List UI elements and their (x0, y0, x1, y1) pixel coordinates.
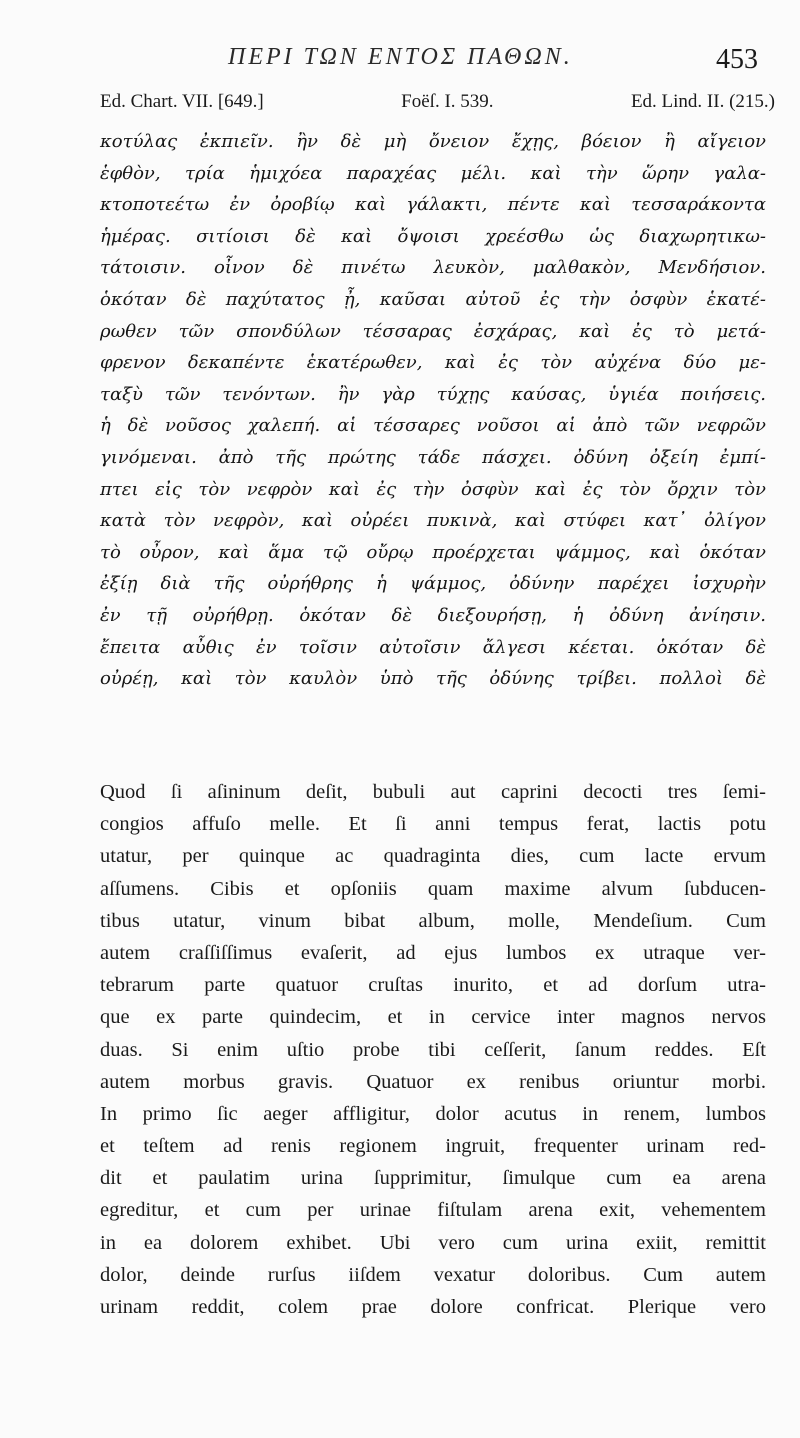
latin-line: In primo ſic aeger affligitur, dolor acutus in renem, lumbos (100, 1102, 766, 1125)
latin-line: tibus utatur, vinum bibat album, molle, Mendeſium. Cum (100, 909, 766, 932)
greek-text-block (100, 126, 766, 695)
greek-line: κατὰ τὸν νεφρὸν, καὶ οὐρέει πυκινὰ, καὶ στύφει κατ᾽ ὀλίγον (100, 510, 766, 532)
latin-line: et teſtem ad renis regionem ingruit, frequenter urinam red- (100, 1135, 766, 1158)
greek-line: πτει εἰς τὸν νεφρὸν καὶ ἐς τὴν ὀσφὺν καὶ ἐς τὸν ὄρχιν τὸν (100, 478, 766, 500)
latin-text-block (100, 776, 766, 1323)
latin-line: utatur, per quinque ac quadraginta dies, cum lacte ervum (100, 845, 766, 868)
edition-chart-ref: Ed. Chart. VII. [649.] (100, 91, 264, 112)
greek-line: ἡ δὲ νοῦσος χαλεπή. αἱ τέσσαρες νοῦσοι αἱ ἀπὸ τῶν νεφρῶν (100, 415, 766, 437)
greek-line: τάτοισιν. οἶνον δὲ πινέτω λευκὸν, μαλθακὸν, Μενδήσιον. (100, 257, 766, 279)
latin-line: in ea dolorem exhibet. Ubi vero cum urina exiit, remittit (100, 1231, 766, 1254)
edition-foes-ref: Foëſ. I. 539. (401, 91, 494, 112)
latin-line: congios affuſo melle. Et ſi anni tempus ferat, lactis potu (100, 813, 766, 836)
greek-line: ἔπειτα αὖθις ἐν τοῖσιν αὐτοῖσιν ἄλγεσι κέεται. ὁκόταν δὲ (100, 636, 766, 658)
edition-lind-ref: Ed. Lind. II. (215.) (630, 91, 775, 112)
latin-line: tebrarum parte quatuor cruſtas inurito, et ad dorſum utra- (100, 974, 766, 997)
greek-line: κοτύλας ἐκπιεῖν. ἢν δὲ μὴ ὄνειον ἔχῃς, βόειον ἢ αἴγειον (100, 131, 766, 152)
latin-line: autem morbus gravis. Quatuor ex renibus oriuntur morbi. (100, 1070, 766, 1093)
greek-line: ἑφθὸν, τρία ἡμιχόεα παραχέας μέλι. καὶ τὴν ὥρην γαλα- (100, 162, 766, 184)
latin-line: egreditur, et cum per urinae fiſtulam arena exit, vehementem (100, 1199, 766, 1222)
latin-line: urinam reddit, colem prae dolore confricat. Plerique vero (100, 1296, 766, 1318)
latin-line: aſſumens. Cibis et opſoniis quam maxime alvum ſubducen- (100, 877, 766, 900)
greek-line: ὁκόταν δὲ παχύτατος ᾖ, καῦσαι αὐτοῦ ἐς τὴν ὀσφὺν ἑκατέ- (100, 288, 766, 310)
greek-line: τὸ οὖρον, καὶ ἅμα τῷ οὔρῳ προέρχεται ψάμμος, καὶ ὁκόταν (100, 541, 766, 563)
latin-line: dit et paulatim urina ſupprimitur, ſimulque cum ea arena (100, 1167, 766, 1190)
running-head: ΠΕΡΙ ΤΩΝ ΕΝΤΟΣ ΠΑΘΩΝ. (228, 44, 573, 70)
latin-line: Quod ſi aſininum deſit, bubuli aut caprini decocti tres ſemi- (100, 781, 766, 803)
page-number: 453 (716, 44, 758, 75)
greek-line: ρωθεν τῶν σπονδύλων τέσσαρας ἐσχάρας, καὶ ἐς τὸ μετά- (100, 320, 766, 342)
greek-line: ἐν τῇ οὐρήθρῃ. ὁκόταν δὲ διεξουρήσῃ, ἡ ὀδύνη ἀνίησιν. (100, 604, 766, 626)
latin-line: duas. Si enim uſtio probe tibi ceſſerit, ſanum reddes. Eſt (100, 1038, 766, 1061)
greek-line: ἐξίῃ διὰ τῆς οὐρήθρης ἡ ψάμμος, ὀδύνην παρέχει ἰσχυρὴν (100, 573, 766, 595)
greek-line: φρενον δεκαπέντε ἑκατέρωθεν, καὶ ἐς τὸν αὐχένα δύο με- (100, 352, 766, 374)
latin-line: que ex parte quindecim, et in cervice inter magnos nervos (100, 1006, 766, 1029)
greek-line: οὐρέῃ, καὶ τὸν καυλὸν ὑπὸ τῆς ὀδύνης τρίβει. πολλοὶ δὲ (100, 668, 766, 690)
greek-line: γινόμεναι. ἀπὸ τῆς πρώτης τάδε πάσχει. ὀδύνη ὀξείη ἐμπί- (100, 446, 766, 468)
greek-line: ταξὺ τῶν τενόντων. ἢν γὰρ τύχῃς καύσας, ὑγιέα ποιήσεις. (100, 383, 766, 405)
latin-line: dolor, deinde rurſus iiſdem vexatur doloribus. Cum autem (100, 1263, 766, 1286)
greek-line: κτοποτεέτω ἐν ὀροβίῳ καὶ γάλακτι, πέντε καὶ τεσσαράκοντα (100, 194, 766, 216)
greek-line: ἡμέρας. σιτίοισι δὲ καὶ ὄψοισι χρεέσθω ὡς διαχωρητικω- (100, 225, 766, 247)
latin-line: autem craſſiſſimus evaſerit, ad ejus lumbos ex utraque ver- (100, 941, 766, 964)
edition-reference-line (100, 91, 775, 113)
